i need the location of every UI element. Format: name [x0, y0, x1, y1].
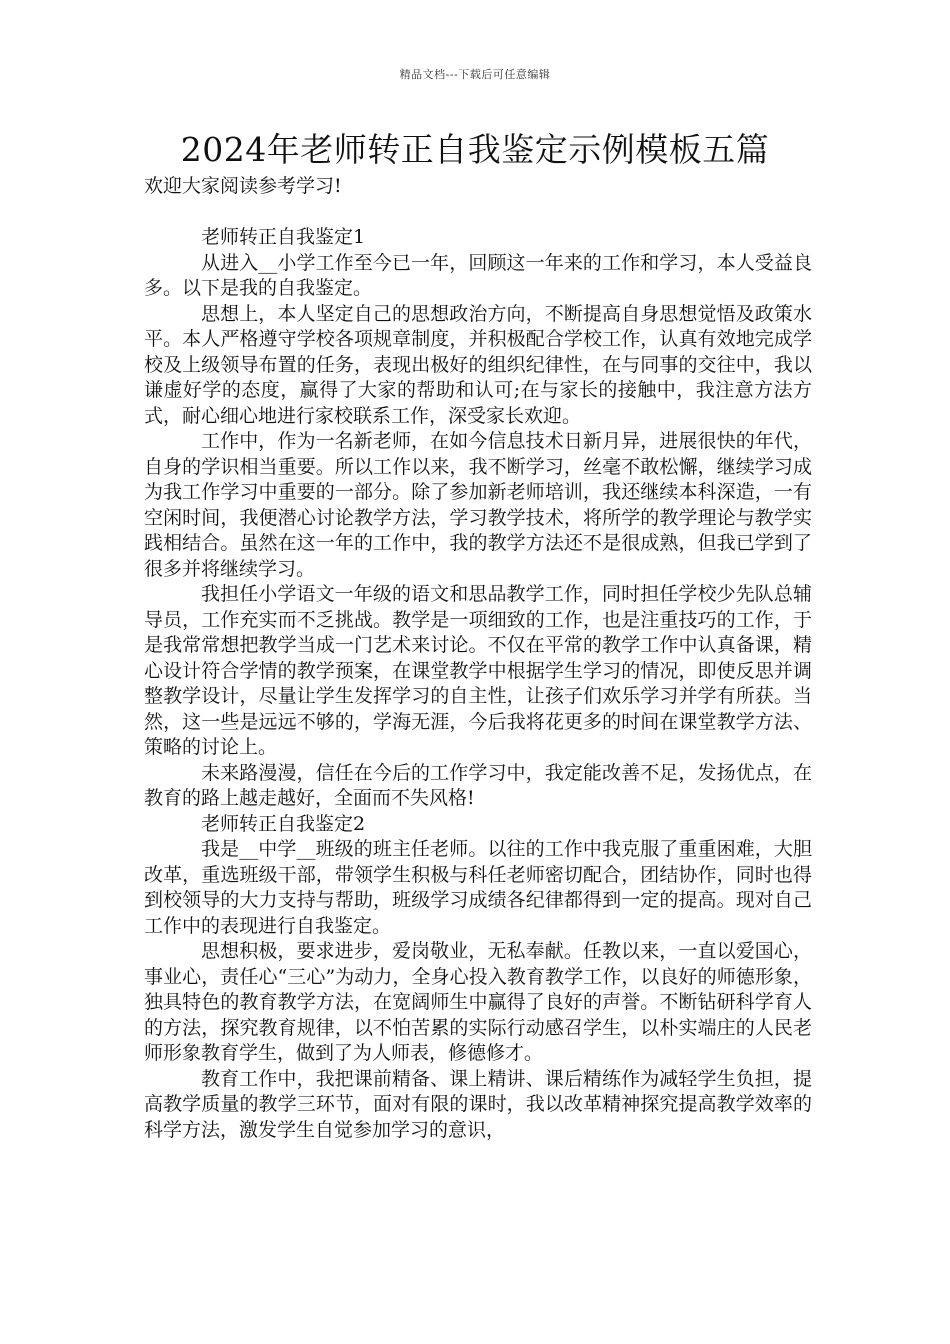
- paragraph: 未来路漫漫，信任在今后的工作学习中，我定能改善不足，发扬优点，在教育的路上越走越好，全面而不失风格!: [144, 761, 812, 809]
- paragraph: 教育工作中，我把课前精备、课上精讲、课后精练作为减轻学生负担，提高教学质量的教学三环节，面对有限的课时，我以改革精神探究提高教学效率的科学方法，激发学生自觉参加学习的意识，: [144, 1067, 812, 1141]
- section-heading-1: 老师转正自我鉴定1: [201, 226, 366, 248]
- paragraph: 我担任小学语文一年级的语文和思品教学工作，同时担任学校少先队总辅导员，工作充实而不乏挑战。教学是一项细致的工作，也是注重技巧的工作，于是我常常想把教学当成一门艺术来讨论。不仅在平常的教学工作中认真备课，精心设计符合学情的教学预案，在课堂教学中根据学生学习的情况，即使反思并调整教学设计，尽量让学生发挥学习的自主性，让孩子们欢乐学习并学有所获。当然，这一些是远远不够的，学海无涯，今后我将花更多的时间在课堂教学方法、策略的讨论上。: [144, 583, 812, 758]
- document-body: [144, 174, 812, 1143]
- paragraph: 思想上，本人坚定自己的思想政治方向，不断提高自身思想觉悟及政策水平。本人严格遵守学校各项规章制度，并积极配合学校工作，认真有效地完成学校及上级领导布置的任务，表现出极好的组织纪律性，在与同事的交往中，我以谦虚好学的态度，赢得了大家的帮助和认可;在与家长的接触中，我注意方法方式，耐心细心地进行家校联系工作，深受家长欢迎。: [144, 302, 812, 427]
- intro-line: 欢迎大家阅读参考学习!: [144, 175, 342, 197]
- header-note: 精品文档---下载后可任意编辑: [399, 68, 551, 81]
- page-title: 2024年老师转正自我鉴定示例模板五篇: [180, 130, 770, 169]
- paragraph: 工作中，作为一名新老师，在如今信息技术日新月异，进展很快的年代，自身的学识相当重要。所以工作以来，我不断学习，丝毫不敢松懈，继续学习成为我工作学习中重要的一部分。除了参加新老师培训，我还继续本科深造，一有空闲时间，我便潜心讨论教学方法，学习教学技术，将所学的教学理论与教学实践相结合。虽然在这一年的工作中，我的教学方法还不是很成熟，但我已学到了很多并将继续学习。: [144, 430, 812, 580]
- paragraph: 思想积极，要求进步，爱岗敬业，无私奉献。任教以来，一直以爱国心，事业心，责任心“三心”为动力，全身心投入教育教学工作，以良好的师德形象，独具特色的教育教学方法，在宽阔师生中赢得了良好的声誉。不断钻研科学育人的方法，探究教育规律，以不怕苦累的实际行动感召学生，以朴实端庄的人民老师形象教育学生，做到了为人师表，修德修才。: [144, 940, 812, 1064]
- paragraph: 我是__中学__班级的班主任老师。以往的工作中我克服了重重困难，大胆改革，重选班级干部，带领学生积极与科任老师密切配合，团结协作，同时也得到校领导的大力支持与帮助，班级学习成绩各纪律都得到一定的提高。现对自己工作中的表现进行自我鉴定。: [144, 838, 812, 937]
- section-heading-2: 老师转正自我鉴定2: [201, 812, 366, 835]
- paragraph: 从进入__小学工作至今已一年，回顾这一年来的工作和学习，本人受益良多。以下是我的自我鉴定。: [144, 251, 812, 299]
